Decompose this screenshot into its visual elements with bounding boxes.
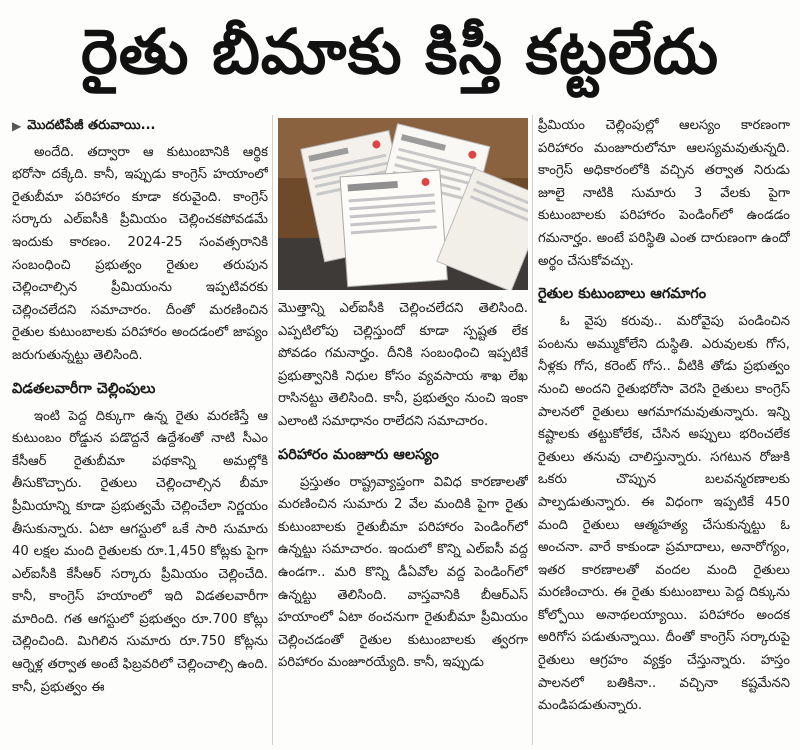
article-column-2 <box>278 298 528 750</box>
article-paragraph: ఇంటి పెద్ద దిక్కుగా ఉన్న రైతు మరణిస్తే ఆ కుటుంబం రోడ్డున పడొద్దనే ఉద్దేశంతో నాటి సీఎం కేసీఆర్ రైతుబీమా పథకాన్ని అమల్లోకి తీసుకొచ్చారు. రైతులు చెల్లించాల్సిన బీమా ప్రీమియాన్ని కూడా ప్రభుత్వమే చెల్లించేలా నిర్ణయం తీసుకున్నారు. ఏటా ఆగస్టులో ఒకే సారి సుమారు 40 లక్షల మంది రైతులకు రూ.1,450 కోట్లకు పైగా ఎల్ఐసీకి కేసీఆర్ సర్కారు ప్రీమియం చెల్లించేది. కానీ, కాంగ్రెస్ హయాంలో ఇది విడతలవారీగా మారింది. గత ఆగస్టులో ప్రభుత్వం రూ.700 కోట్లు చెల్లించింది. మిగిలిన సుమారు రూ.750 కోట్లను ఆర్నెళ్ల తర్వాత అంటే ఫిబ్రవరిలో చెల్లించాల్సి ఉంది. కానీ, ప్రభుత్వం ఈ <box>12 408 268 695</box>
headline: రైతు బీమాకు కిస్తీ కట్టలేదు <box>80 15 720 88</box>
column-divider <box>532 115 533 745</box>
subheading: విడతలవారీగా చెల్లింపులు <box>12 380 156 397</box>
subheading: రైతుల కుటుంబాలు ఆగమాగం <box>538 286 707 303</box>
arrow-right-icon: ▶ <box>12 119 22 133</box>
article-column-1 <box>12 115 268 750</box>
article-column-3 <box>538 115 790 750</box>
insurance-forms-image <box>278 118 528 290</box>
continuation-kicker <box>12 115 268 138</box>
article-paragraph: మొత్తాన్ని ఎల్ఐసీకి చెల్లించలేదని తెలిసింది. ఎప్పటిలోపు చెల్లిస్తుందో కూడా స్పష్టత లేక పోవడం గమనార్హం. దీనికి సంబంధించి ఇప్పటికే ప్రభుత్వానికి నిధుల కోసం వ్యవసాయ శాఖ లేఖ రాసినట్టు తెలిసింది. కానీ, ప్రభుత్వం నుంచి ఇంకా ఎలాంటి సమాధానం రాలేదని సమాచారం. <box>278 301 528 429</box>
article-paragraph: ఓ వైపు కరువు.. మరోవైపు పండించిన పంటను అమ్ముకోలేని దుస్థితి. ఎరువులకు గోస, నీళ్లకు గోస, కరెంట్ గోస.. వీటికి తోడు ప్రభుత్వం నుంచి అందని రైతుభరోసా వెరసి రైతులు కాంగ్రెస్ పాలనలో రైతులు ఆగమాగమవుతున్నారు. ఇన్ని కష్టాలకు తట్టుకోలేక, చేసిన అప్పులు భరించలేక రైతులు తనువు చాలిస్తున్నారు. సగటున రోజుకి ఒకరు చొప్పున బలవన్మరణాలకు పాల్పడుతున్నారు. ఈ విధంగా ఇప్పటికే 450 మంది రైతులు ఆత్మహత్య చేసుకున్నట్టు ఓ అంచనా. వారే కాకుండా ప్రమాదాలు, అనారోగ్యం, ఇతర కారణాలతో వందల మంది రైతులు మరణించారు. ఈ రైతు కుటుంబాలు పెద్ద దిక్కును కోల్పోయి అనాథలయ్యాయి. పరిహారం అందక అరిగోస పడుతున్నాయి. దీంతో కాంగ్రెస్ సర్కారుపై రైతులు ఆగ్రహం వ్యక్తం చేస్తున్నారు. హస్తం పాలనలో బతికినా.. వచ్చినా కష్టమేనని మండిపడుతున్నారు. <box>538 314 790 714</box>
subheading: పరిహారం మంజూరు ఆలస్యం <box>278 446 439 463</box>
kicker-text: మొదటిపేజీ తరువాయి... <box>27 118 156 133</box>
article-paragraph: ప్రస్తుతం రాష్ట్రవ్యాప్తంగా వివిధ కారణాలతో మరణించిన సుమారు 2 వేల మందికి పైగా రైతు కుటుంబాలకు రైతుబీమా పరిహారం పెండింగ్‌లో ఉన్నట్టు సమాచారం. ఇందులో కొన్ని ఎల్ఐసీ వద్ద ఉండగా.. మరి కొన్ని డీఏవోల వద్ద పెండింగ్‌లో ఉన్నట్టు తెలిసింది. వాస్తవానికి బీఆర్ఎస్ హయాంలో ఏటా ఠంచనుగా రైతుబీమా ప్రీమియం చెల్లించడంతో రైతుల కుటుంబాలకు త్వరగా పరిహారం మంజూరయ్యేది. కానీ, ఇప్పుడు <box>278 474 528 671</box>
article-paragraph: అందేది. తద్వారా ఆ కుటుంబానికి ఆర్థిక భరోసా దక్కేది. కానీ, ఇప్పుడు కాంగ్రెస్ హయాంలో రైతుబీమా పరిహారం కూడా కరువైంది. కాంగ్రెస్ సర్కారు ఎల్ఐసీకి ప్రీమియం చెల్లించకపోవడమే ఇందుకు కారణం. 2024-25 సంవత్సరానికి సంబంధించి ప్రభుత్వం రైతుల తరుపున చెల్లించాల్సిన ప్రీమియంను ఇప్పటివరకు చెల్లించలేదని సమాచారం. దీంతో మరణించిన రైతుల కుటుంబాలకు పరిహారం అందడంలో జాప్యం జరుగుతున్నట్టు తెలిసింది. <box>12 144 268 363</box>
article-photo <box>278 118 528 290</box>
column-divider <box>272 115 273 745</box>
article-paragraph: ప్రీమియం చెల్లింపుల్లో ఆలస్యం కారణంగా పరిహారం మంజూరులోనూ ఆలస్యమవుతున్నది. కాంగ్రెస్ అధికారంలోకి వచ్చిన తర్వాత నిరుడు జూలై నాటికి సుమారు 3 వేలకు పైగా కుటుంబాలకు పరిహారం పెండింగ్‌లో ఉండడం గమనార్హం. అంటే పరిస్థితి ఎంత దారుణంగా ఉందో అర్థం చేసుకోవచ్చు. <box>538 118 790 269</box>
